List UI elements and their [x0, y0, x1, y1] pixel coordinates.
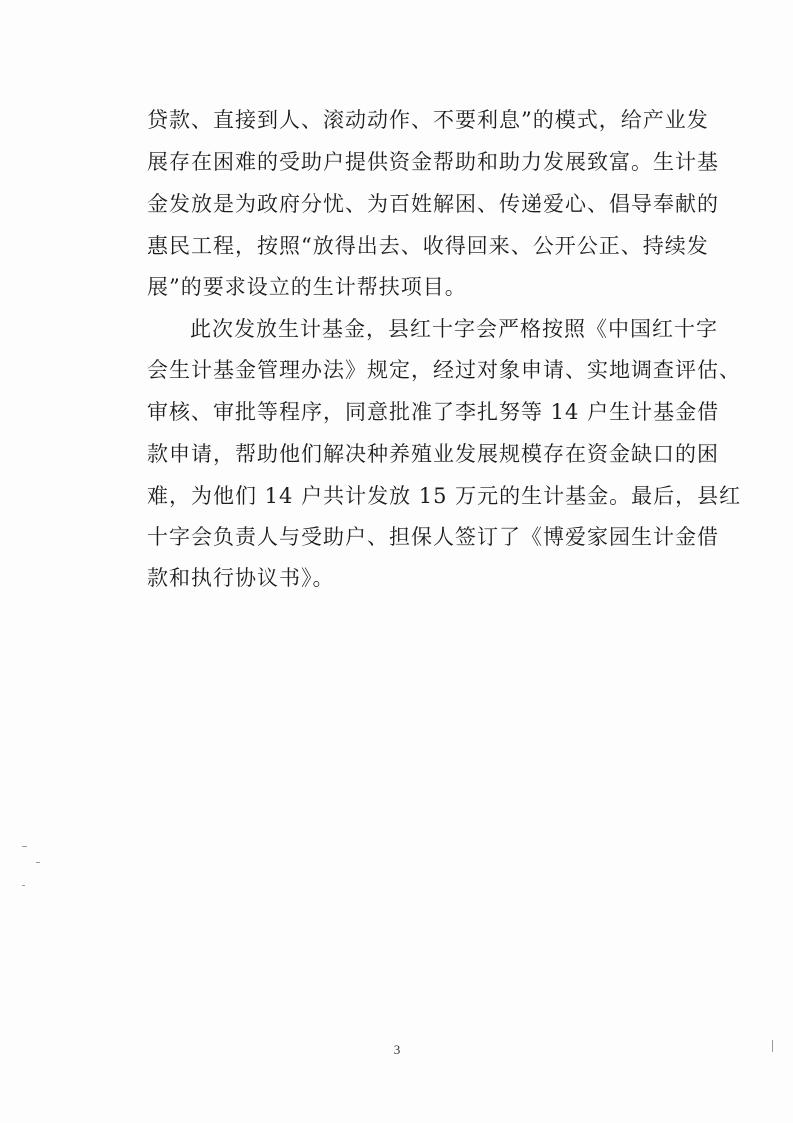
- paragraph-2-line-7: 款和执行协议书》。: [147, 566, 335, 590]
- scan-artifact: [36, 862, 40, 863]
- paragraph-1-line-5: 展”的要求设立的生计帮扶项目。: [147, 275, 467, 299]
- paragraph-2-line-4: 款申请，帮助他们解决种养殖业发展规模存在资金缺口的困: [147, 442, 719, 466]
- paragraph-2-line-3: 审核、审批等程序，同意批准了李扎努等 14 户生计基金借: [147, 400, 720, 424]
- scan-artifact: [772, 1040, 773, 1052]
- paragraph-2-line-2: 会生计基金管理办法》规定，经过对象申请、实地调查评估、: [147, 358, 741, 382]
- paragraph-1-line-1: 贷款、直接到人、滚动动作、不要利息”的模式，给产业发: [147, 108, 709, 132]
- paragraph-1-line-4: 惠民工程，按照“放得出去、收得回来、公开公正、持续发: [147, 234, 709, 258]
- paragraph-1-line-2: 展存在困难的受助户提供资金帮助和助力发展致富。生计基: [147, 150, 719, 174]
- paragraph-2-line-6: 十字会负责人与受助户、担保人签订了《博爱家园生计金借: [147, 525, 719, 549]
- scan-artifact: [22, 885, 25, 886]
- page-number: 3: [393, 1042, 401, 1057]
- paragraph-1-line-3: 金发放是为政府分忧、为百姓解困、传递爱心、倡导奉献的: [147, 192, 719, 216]
- paragraph-2-line-5: 难，为他们 14 户共计发放 15 万元的生计基金。最后，县红: [147, 484, 742, 508]
- scan-artifact: [22, 846, 27, 847]
- paragraph-2-line-1: 此次发放生计基金，县红十字会严格按照《中国红十字: [190, 317, 718, 341]
